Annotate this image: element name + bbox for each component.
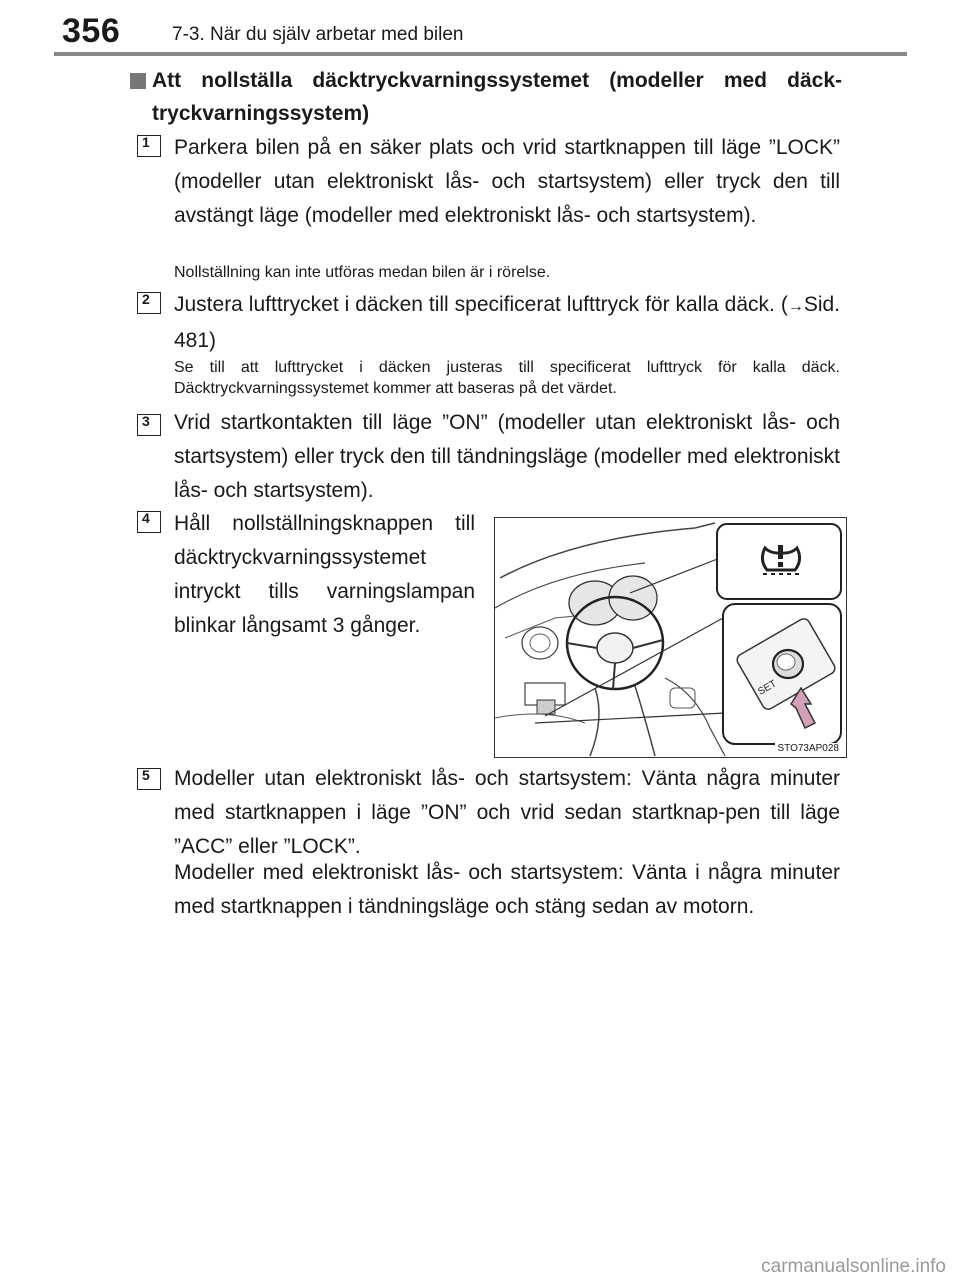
figure-code: STO73AP028 — [777, 743, 839, 754]
header-rule — [54, 52, 907, 56]
step-5-number: 5 — [137, 768, 161, 790]
set-button-label: SET — [756, 678, 779, 698]
page-reference-link[interactable]: Sid. 481) — [174, 293, 840, 352]
step-3-text: Vrid startkontakten till läge ”ON” (modeller utan elektroniskt lås- och startsystem) eller tryck den till tändningsläge (modeller med elektroniskt lås- och startsystem). — [174, 411, 840, 502]
section-marker-icon — [130, 73, 146, 89]
dashboard-illustration — [494, 517, 847, 758]
watermark[interactable]: carmanualsonline.info — [761, 1256, 946, 1277]
step-2-number: 2 — [137, 292, 161, 314]
step-2-text-main: Justera lufttrycket i däcken till specificerat lufttryck för kalla däck. ( — [174, 293, 788, 316]
section-title: Att nollställa däcktryckvarningssystemet (modeller med däck-tryckvarningssystem) — [152, 69, 842, 125]
step-5-text-2: Modeller med elektroniskt lås- och startsystem: Vänta i några minuter med startknappen i tändningsläge och stäng sedan av motorn. — [174, 861, 840, 918]
step-5-text: Modeller utan elektroniskt lås- och startsystem: Vänta några minuter med startknappen i läge ”ON” och vrid sedan startknap-pen till läge ”ACC” eller ”LOCK”. — [174, 767, 840, 858]
step-2-note: Se till att lufttrycket i däcken justeras till specificerat lufttryck för kalla däck. Däcktryckvarningssystemet kommer att baseras på det värdet. — [174, 359, 840, 397]
step-1-number: 1 — [137, 135, 161, 157]
chapter-title: 7-3. När du själv arbetar med bilen — [172, 24, 464, 45]
step-1-note: Nollställning kan inte utföras medan bilen är i rörelse. — [174, 264, 551, 281]
step-1-text: Parkera bilen på en säker plats och vrid startknappen till läge ”LOCK” (modeller utan elektroniskt lås- och startsystem) eller tryck den till avstängt läge (modeller med elektroniskt lås- och startsystem). — [174, 136, 840, 227]
step-4-number: 4 — [137, 511, 161, 533]
step-3-number: 3 — [137, 414, 161, 436]
reference-arrow-icon: → — [787, 298, 804, 315]
page-number: 356 — [62, 12, 121, 50]
step-2-text — [174, 288, 840, 358]
step-4-text: Håll nollställningsknappen till däcktryckvarningssystemet intryckt tills varningslampan blinkar långsamt 3 gånger. — [174, 512, 475, 637]
